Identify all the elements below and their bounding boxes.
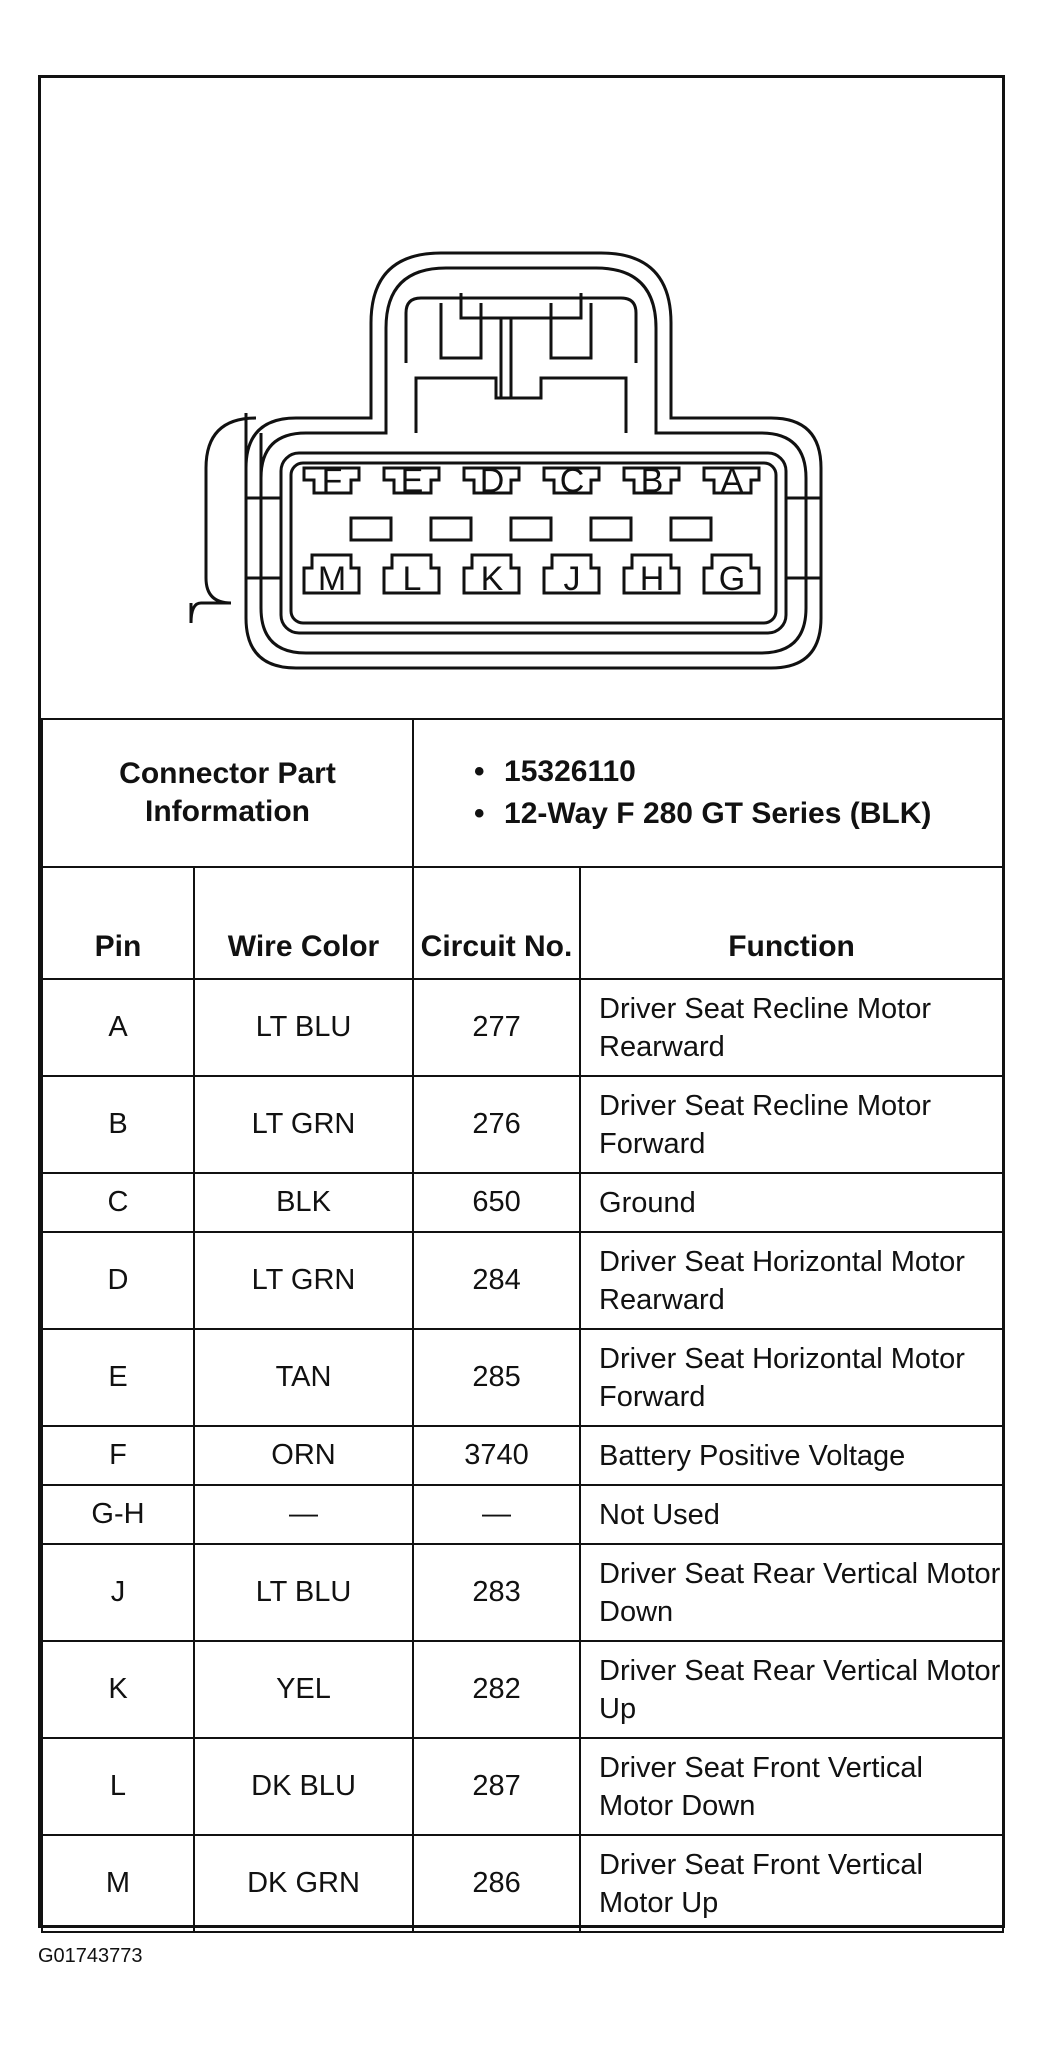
- col-header-wire-color: Wire Color: [194, 867, 413, 979]
- function-cell: Battery Positive Voltage: [580, 1426, 1003, 1485]
- circuit-cell: 650: [413, 1173, 580, 1232]
- col-header-circuit: Circuit No.: [413, 867, 580, 979]
- circuit-cell: 283: [413, 1544, 580, 1641]
- col-header-pin: Pin: [42, 867, 194, 979]
- pin-cell: D: [42, 1232, 194, 1329]
- function-cell: Driver Seat Recline Motor Forward: [580, 1076, 1003, 1173]
- circuit-cell: —: [413, 1485, 580, 1544]
- function-cell: Driver Seat Horizontal Motor Rearward: [580, 1232, 1003, 1329]
- wire-cell: LT GRN: [194, 1232, 413, 1329]
- function-cell: Not Used: [580, 1485, 1003, 1544]
- table-row: [42, 1076, 1003, 1173]
- wire-cell: TAN: [194, 1329, 413, 1426]
- wire-cell: DK BLU: [194, 1738, 413, 1835]
- table-row: [42, 1232, 1003, 1329]
- pin-cell: E: [42, 1329, 194, 1426]
- table-row: [42, 1835, 1003, 1932]
- wire-cell: BLK: [194, 1173, 413, 1232]
- pin-label-l: L: [402, 560, 422, 598]
- pin-label-d: D: [479, 462, 505, 500]
- pin-cell: M: [42, 1835, 194, 1932]
- pin-cell: L: [42, 1738, 194, 1835]
- table-row: [42, 1426, 1003, 1485]
- table-row: [42, 1485, 1003, 1544]
- table-row: [42, 1544, 1003, 1641]
- pin-label-k: K: [480, 560, 504, 598]
- pin-cell: K: [42, 1641, 194, 1738]
- pin-label-e: E: [400, 462, 424, 500]
- circuit-cell: 285: [413, 1329, 580, 1426]
- wire-cell: YEL: [194, 1641, 413, 1738]
- function-cell: Driver Seat Rear Vertical Motor Down: [580, 1544, 1003, 1641]
- wire-cell: DK GRN: [194, 1835, 413, 1932]
- pin-label-g: G: [718, 560, 746, 598]
- figure-id: G01743773: [38, 1945, 143, 1967]
- col-header-function: Function: [580, 867, 1003, 979]
- circuit-cell: 277: [413, 979, 580, 1076]
- pin-cell: F: [42, 1426, 194, 1485]
- connector-diagram: [41, 78, 1002, 718]
- pin-label-h: H: [639, 560, 665, 598]
- wire-cell: LT BLU: [194, 979, 413, 1076]
- wire-cell: —: [194, 1485, 413, 1544]
- pin-label-m: M: [317, 560, 347, 598]
- function-cell: Driver Seat Front Vertical Motor Up: [580, 1835, 1003, 1932]
- pin-label-j: J: [563, 560, 581, 598]
- part-series: • 12-Way F 280 GT Series (BLK): [474, 795, 1002, 833]
- circuit-cell: 3740: [413, 1426, 580, 1485]
- function-cell: Driver Seat Horizontal Motor Forward: [580, 1329, 1003, 1426]
- circuit-cell: 287: [413, 1738, 580, 1835]
- part-info-list: [413, 719, 1003, 867]
- pin-cell: J: [42, 1544, 194, 1641]
- pin-label-f: F: [321, 462, 343, 500]
- function-cell: Driver Seat Recline Motor Rearward: [580, 979, 1003, 1076]
- wire-cell: ORN: [194, 1426, 413, 1485]
- pin-label-c: C: [559, 462, 585, 500]
- pinout-table: [41, 718, 1004, 1933]
- table-row: [42, 1329, 1003, 1426]
- wire-cell: LT GRN: [194, 1076, 413, 1173]
- table-row: [42, 1641, 1003, 1738]
- table-row: [42, 979, 1003, 1076]
- circuit-cell: 282: [413, 1641, 580, 1738]
- circuit-cell: 284: [413, 1232, 580, 1329]
- pin-cell: A: [42, 979, 194, 1076]
- pin-label-b: B: [640, 462, 664, 500]
- pin-label-a: A: [720, 462, 744, 500]
- function-cell: Driver Seat Rear Vertical Motor Up: [580, 1641, 1003, 1738]
- pin-cell: G-H: [42, 1485, 194, 1544]
- part-info-label: Connector Part Information: [42, 719, 413, 867]
- pin-cell: C: [42, 1173, 194, 1232]
- table-row: [42, 1738, 1003, 1835]
- wire-cell: LT BLU: [194, 1544, 413, 1641]
- function-cell: Driver Seat Front Vertical Motor Down: [580, 1738, 1003, 1835]
- connector-face-drawing: [41, 78, 1002, 718]
- connector-figure: [38, 75, 1005, 1928]
- circuit-cell: 286: [413, 1835, 580, 1932]
- function-cell: Ground: [580, 1173, 1003, 1232]
- table-row: [42, 1173, 1003, 1232]
- part-number: • 15326110: [474, 753, 1002, 791]
- circuit-cell: 276: [413, 1076, 580, 1173]
- pin-cell: B: [42, 1076, 194, 1173]
